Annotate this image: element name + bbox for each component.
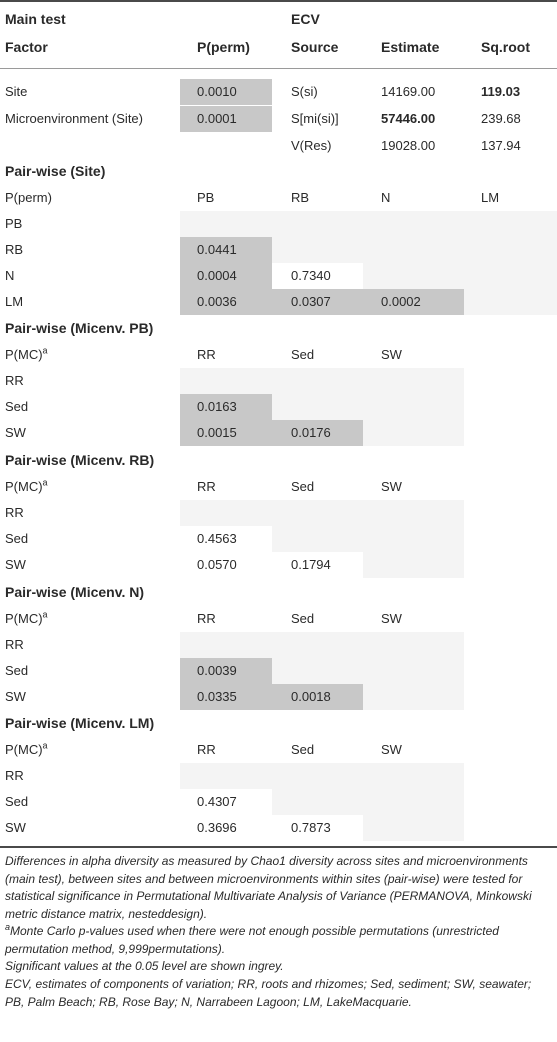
col-header: RR bbox=[197, 347, 216, 362]
section-title: Pair-wise (Micenv. PB) bbox=[5, 320, 154, 336]
row-label: Sed bbox=[5, 399, 29, 414]
row-label: SW bbox=[5, 557, 26, 572]
lm-row-sw bbox=[0, 815, 557, 841]
footnote-marker: a bbox=[42, 345, 48, 356]
value-cell-significant: 0.0176 bbox=[272, 420, 363, 446]
header-row-2 bbox=[0, 34, 557, 60]
empty-cell bbox=[363, 420, 464, 446]
row-label: SW bbox=[5, 425, 26, 440]
lm-row-rr bbox=[0, 763, 557, 789]
footnote-marker: a bbox=[5, 922, 11, 932]
p-type-label: P(MC)$^a$ bbox=[5, 609, 48, 626]
empty-cell bbox=[180, 763, 464, 789]
value-cell-significant: 0.0018 bbox=[272, 684, 363, 710]
row-label: SW bbox=[5, 820, 26, 835]
estimate-cell: 19028.00 bbox=[381, 138, 436, 153]
pb-row-sed bbox=[0, 394, 557, 420]
col-header: LM bbox=[481, 190, 500, 205]
p-type-label: P(MC)$^a$ bbox=[5, 345, 48, 362]
source-heading: Source bbox=[291, 39, 339, 55]
col-header: RR bbox=[197, 611, 216, 626]
p-type-label: P(MC)$^a$ bbox=[5, 477, 48, 494]
sqroot-heading: Sq.root bbox=[481, 39, 530, 55]
row-label: N bbox=[5, 268, 15, 283]
ecv-heading: ECV bbox=[291, 11, 320, 27]
value-cell-significant: 0.0036 bbox=[180, 289, 272, 315]
col-header: N bbox=[381, 190, 391, 205]
rb-section-title-row bbox=[0, 447, 557, 473]
value-cell-significant: 0.0039 bbox=[180, 658, 272, 684]
col-header: SW bbox=[381, 479, 402, 494]
row-label: PB bbox=[5, 216, 23, 231]
value-cell: 0.4563 bbox=[197, 531, 237, 546]
value-cell-significant: 0.0441 bbox=[180, 237, 272, 263]
footnote-marker: a bbox=[42, 477, 48, 488]
footnote-marker: a bbox=[42, 740, 48, 751]
section-title: Pair-wise (Site) bbox=[5, 163, 106, 179]
col-header: RB bbox=[291, 190, 310, 205]
col-header: SW bbox=[381, 347, 402, 362]
rb-row-rr bbox=[0, 500, 557, 526]
col-header: RR bbox=[197, 742, 216, 757]
empty-cell bbox=[272, 526, 464, 552]
lm-col-header-row bbox=[0, 737, 557, 763]
header-row-1 bbox=[0, 6, 557, 32]
col-header: Sed bbox=[291, 742, 315, 757]
empty-cell bbox=[464, 289, 557, 315]
value-cell: 0.0570 bbox=[197, 557, 237, 572]
site-col-header-row bbox=[0, 185, 557, 211]
rb-col-header-row bbox=[0, 474, 557, 500]
main-row-residual bbox=[0, 133, 557, 159]
n-row-sed bbox=[0, 658, 557, 684]
estimate-cell: 57446.00 bbox=[381, 111, 436, 126]
empty-cell bbox=[180, 368, 464, 394]
n-section-title-row bbox=[0, 579, 557, 605]
pb-col-header-row bbox=[0, 342, 557, 368]
empty-cell bbox=[363, 552, 464, 578]
rb-row-sw bbox=[0, 552, 557, 578]
top-rule bbox=[0, 0, 557, 2]
value-cell: 0.7873 bbox=[291, 820, 331, 835]
empty-cell bbox=[272, 394, 464, 420]
empty-cell bbox=[272, 658, 464, 684]
site-section-title-row bbox=[0, 158, 557, 184]
empty-cell bbox=[272, 237, 557, 263]
empty-cell bbox=[272, 789, 464, 815]
pperm-cell-significant: 0.0010 bbox=[180, 79, 272, 105]
section-title: Pair-wise (Micenv. RB) bbox=[5, 452, 155, 468]
bottom-rule bbox=[0, 846, 557, 848]
row-label: LM bbox=[5, 294, 24, 309]
empty-cell bbox=[180, 211, 557, 237]
value-cell: 0.7340 bbox=[291, 268, 331, 283]
value-cell: 0.4307 bbox=[197, 794, 237, 809]
factor-cell: Microenvironment (Site) bbox=[5, 111, 143, 126]
source-cell: V(Res) bbox=[291, 138, 332, 153]
sqroot-cell: 239.68 bbox=[481, 111, 521, 126]
source-cell: S(si) bbox=[291, 84, 318, 99]
estimate-cell: 14169.00 bbox=[381, 84, 436, 99]
site-row-rb bbox=[0, 237, 557, 263]
value-cell-significant: 0.0163 bbox=[180, 394, 272, 420]
footnote-marker: a bbox=[42, 609, 48, 620]
main-test-heading: Main test bbox=[5, 11, 66, 27]
row-label: Sed bbox=[5, 663, 29, 678]
footnote-significance: Significant values at the 0.05 level are shown ingrey. bbox=[5, 959, 284, 973]
col-header: PB bbox=[197, 190, 215, 205]
lm-section-title-row bbox=[0, 710, 557, 736]
rb-row-sed bbox=[0, 526, 557, 552]
col-header: SW bbox=[381, 611, 402, 626]
empty-cell bbox=[363, 684, 464, 710]
source-cell: S[mi(si)] bbox=[291, 111, 339, 126]
site-row-pb bbox=[0, 211, 557, 237]
empty-cell bbox=[363, 263, 557, 289]
empty-cell bbox=[363, 815, 464, 841]
footnote-monte-carlo: $^a$Monte Carlo p-values used when there were not enough possible permutations (unrestricted permutation method, 9,999permutations). bbox=[5, 922, 499, 956]
pb-row-sw bbox=[0, 420, 557, 446]
pb-section-title-row bbox=[0, 315, 557, 341]
value-cell-significant: 0.0335 bbox=[180, 684, 272, 710]
row-label: SW bbox=[5, 689, 26, 704]
footnote-methods: Differences in alpha diversity as measured by Chao1 diversity across sites and microenvironments (main test), between sites and between microenvironments within sites (pair-wise) were tested for statistical significance in Permutational Multivariate Analysis of Variance (PERMANOVA, Minkowski metric distance matrix, nesteddesign). bbox=[5, 854, 532, 921]
p-type-label: P(perm) bbox=[5, 190, 52, 205]
lm-row-sed bbox=[0, 789, 557, 815]
empty-cell bbox=[180, 500, 464, 526]
estimate-heading: Estimate bbox=[381, 39, 440, 55]
row-label: RR bbox=[5, 505, 24, 520]
n-row-sw bbox=[0, 684, 557, 710]
site-row-n bbox=[0, 263, 557, 289]
col-header: Sed bbox=[291, 479, 315, 494]
main-row-site bbox=[0, 79, 557, 105]
col-header: Sed bbox=[291, 611, 315, 626]
value-cell-significant: 0.0307 bbox=[272, 289, 363, 315]
pperm-cell-significant: 0.0001 bbox=[180, 106, 272, 132]
footnote-abbreviations: ECV, estimates of components of variation; RR, roots and rhizomes; Sed, sediment; SW, seawater; PB, Palm Beach; RB, Rose Bay; N, Narrabeen Lagoon; LM, LakeMacquarie. bbox=[5, 977, 532, 1009]
col-header: SW bbox=[381, 742, 402, 757]
row-label: Sed bbox=[5, 794, 29, 809]
sqroot-cell: 119.03 bbox=[481, 84, 521, 99]
header-rule bbox=[0, 68, 557, 69]
sqroot-cell: 137.94 bbox=[481, 138, 521, 153]
row-label: RB bbox=[5, 242, 24, 257]
value-cell: 0.1794 bbox=[291, 557, 331, 572]
row-label: Sed bbox=[5, 531, 29, 546]
value-cell-significant: 0.0004 bbox=[180, 263, 272, 289]
col-header: RR bbox=[197, 479, 216, 494]
site-row-lm bbox=[0, 289, 557, 315]
n-row-rr bbox=[0, 632, 557, 658]
factor-heading: Factor bbox=[5, 39, 48, 55]
col-header: Sed bbox=[291, 347, 315, 362]
pb-row-rr bbox=[0, 368, 557, 394]
value-cell-significant: 0.0015 bbox=[180, 420, 272, 446]
value-cell-significant: 0.0002 bbox=[363, 289, 464, 315]
section-title: Pair-wise (Micenv. LM) bbox=[5, 715, 155, 731]
row-label: RR bbox=[5, 373, 24, 388]
n-col-header-row bbox=[0, 606, 557, 632]
factor-cell: Site bbox=[5, 84, 28, 99]
main-row-microenvironment bbox=[0, 106, 557, 132]
pperm-heading: P(perm) bbox=[197, 39, 250, 55]
empty-cell bbox=[180, 632, 464, 658]
section-title: Pair-wise (Micenv. N) bbox=[5, 584, 145, 600]
row-label: RR bbox=[5, 768, 24, 783]
row-label: RR bbox=[5, 637, 24, 652]
p-type-label: P(MC)$^a$ bbox=[5, 740, 48, 757]
value-cell: 0.3696 bbox=[197, 820, 237, 835]
